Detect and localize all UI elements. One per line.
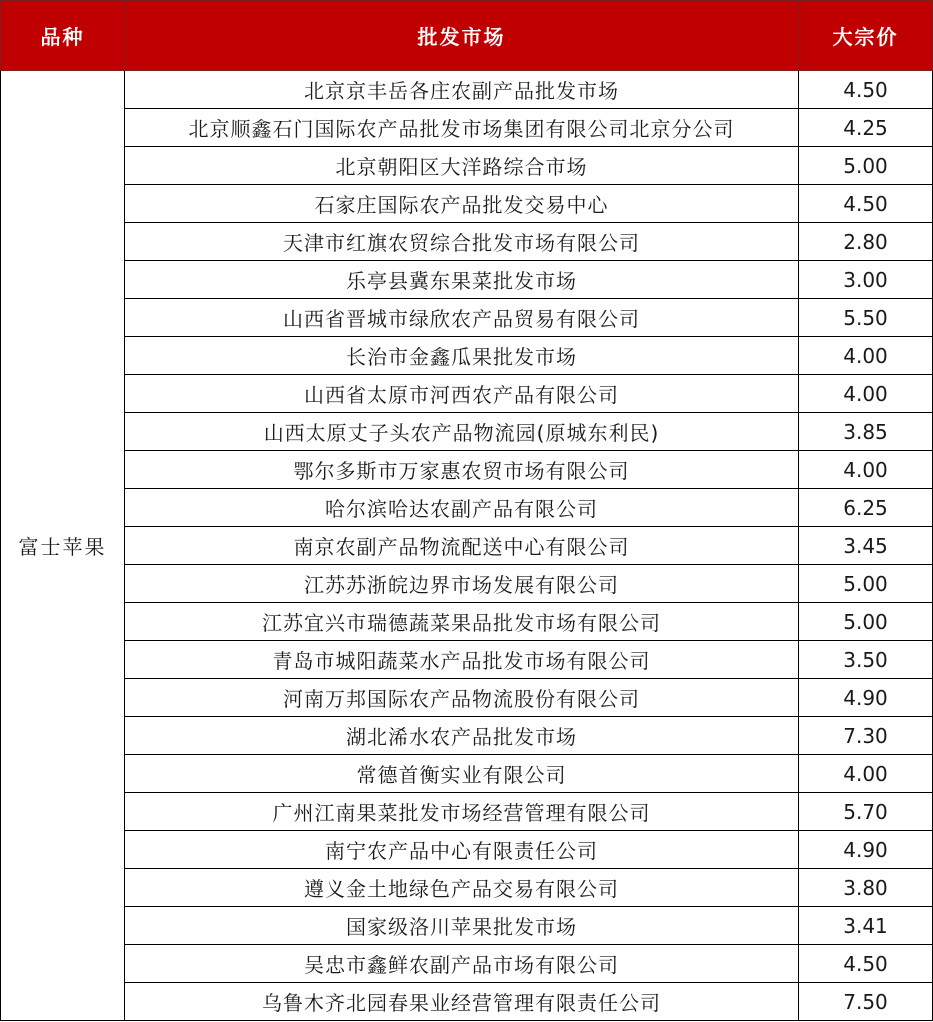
market-cell: 石家庄国际农产品批发交易中心 bbox=[125, 185, 799, 223]
market-cell: 乐亭县冀东果菜批发市场 bbox=[125, 261, 799, 299]
table-row bbox=[1, 375, 933, 413]
header-market: 批发市场 bbox=[125, 1, 799, 71]
price-cell: 4.25 bbox=[799, 109, 933, 147]
market-cell: 南宁农产品中心有限责任公司 bbox=[125, 831, 799, 869]
market-cell: 青岛市城阳蔬菜水产品批发市场有限公司 bbox=[125, 641, 799, 679]
table-row bbox=[1, 71, 933, 109]
price-cell: 5.70 bbox=[799, 793, 933, 831]
table-row bbox=[1, 299, 933, 337]
price-cell: 3.50 bbox=[799, 641, 933, 679]
table-row bbox=[1, 831, 933, 869]
price-cell: 4.50 bbox=[799, 945, 933, 983]
table-row bbox=[1, 527, 933, 565]
market-cell: 哈尔滨哈达农副产品有限公司 bbox=[125, 489, 799, 527]
table-body bbox=[1, 71, 933, 1021]
price-cell: 4.90 bbox=[799, 679, 933, 717]
price-cell: 4.00 bbox=[799, 451, 933, 489]
table-row bbox=[1, 603, 933, 641]
market-cell: 山西省太原市河西农产品有限公司 bbox=[125, 375, 799, 413]
price-cell: 3.45 bbox=[799, 527, 933, 565]
table-row bbox=[1, 223, 933, 261]
market-cell: 河南万邦国际农产品物流股份有限公司 bbox=[125, 679, 799, 717]
table-row bbox=[1, 147, 933, 185]
market-cell: 北京朝阳区大洋路综合市场 bbox=[125, 147, 799, 185]
market-cell: 遵义金土地绿色产品交易有限公司 bbox=[125, 869, 799, 907]
variety-cell: 富士苹果 bbox=[1, 71, 125, 1021]
price-cell: 5.00 bbox=[799, 603, 933, 641]
price-cell: 3.85 bbox=[799, 413, 933, 451]
table-row bbox=[1, 869, 933, 907]
market-cell: 吴忠市鑫鲜农副产品市场有限公司 bbox=[125, 945, 799, 983]
table-row bbox=[1, 755, 933, 793]
price-cell: 7.30 bbox=[799, 717, 933, 755]
market-cell: 北京京丰岳各庄农副产品批发市场 bbox=[125, 71, 799, 109]
market-cell: 长治市金鑫瓜果批发市场 bbox=[125, 337, 799, 375]
price-cell: 6.25 bbox=[799, 489, 933, 527]
market-cell: 江苏宜兴市瑞德蔬菜果品批发市场有限公司 bbox=[125, 603, 799, 641]
price-cell: 5.00 bbox=[799, 147, 933, 185]
market-cell: 鄂尔多斯市万家惠农贸市场有限公司 bbox=[125, 451, 799, 489]
market-cell: 北京顺鑫石门国际农产品批发市场集团有限公司北京分公司 bbox=[125, 109, 799, 147]
price-cell: 4.00 bbox=[799, 375, 933, 413]
price-cell: 5.50 bbox=[799, 299, 933, 337]
table-row bbox=[1, 337, 933, 375]
price-cell: 5.00 bbox=[799, 565, 933, 603]
table-row bbox=[1, 717, 933, 755]
table-row bbox=[1, 565, 933, 603]
market-cell: 山西太原丈子头农产品物流园(原城东利民) bbox=[125, 413, 799, 451]
market-cell: 乌鲁木齐北园春果业经营管理有限责任公司 bbox=[125, 983, 799, 1021]
header-variety: 品种 bbox=[1, 1, 125, 71]
price-cell: 4.00 bbox=[799, 755, 933, 793]
market-cell: 南京农副产品物流配送中心有限公司 bbox=[125, 527, 799, 565]
market-cell: 江苏苏浙皖边界市场发展有限公司 bbox=[125, 565, 799, 603]
table-row bbox=[1, 489, 933, 527]
price-cell: 2.80 bbox=[799, 223, 933, 261]
header-price: 大宗价 bbox=[799, 1, 933, 71]
table-row bbox=[1, 109, 933, 147]
price-cell: 4.50 bbox=[799, 185, 933, 223]
market-cell: 山西省晋城市绿欣农产品贸易有限公司 bbox=[125, 299, 799, 337]
price-cell: 7.50 bbox=[799, 983, 933, 1021]
table-row bbox=[1, 451, 933, 489]
price-cell: 4.00 bbox=[799, 337, 933, 375]
table-row bbox=[1, 641, 933, 679]
market-cell: 常德首衡实业有限公司 bbox=[125, 755, 799, 793]
table-row bbox=[1, 793, 933, 831]
table-row bbox=[1, 413, 933, 451]
price-cell: 3.80 bbox=[799, 869, 933, 907]
price-cell: 3.41 bbox=[799, 907, 933, 945]
table-row bbox=[1, 907, 933, 945]
table-row bbox=[1, 679, 933, 717]
table-row bbox=[1, 945, 933, 983]
market-cell: 广州江南果菜批发市场经营管理有限公司 bbox=[125, 793, 799, 831]
price-cell: 4.90 bbox=[799, 831, 933, 869]
table-row bbox=[1, 983, 933, 1021]
table-row bbox=[1, 185, 933, 223]
price-cell: 4.50 bbox=[799, 71, 933, 109]
table-row bbox=[1, 261, 933, 299]
market-cell: 湖北浠水农产品批发市场 bbox=[125, 717, 799, 755]
header-row bbox=[1, 1, 933, 71]
table-header bbox=[1, 1, 933, 71]
price-cell: 3.00 bbox=[799, 261, 933, 299]
market-cell: 国家级洛川苹果批发市场 bbox=[125, 907, 799, 945]
market-cell: 天津市红旗农贸综合批发市场有限公司 bbox=[125, 223, 799, 261]
